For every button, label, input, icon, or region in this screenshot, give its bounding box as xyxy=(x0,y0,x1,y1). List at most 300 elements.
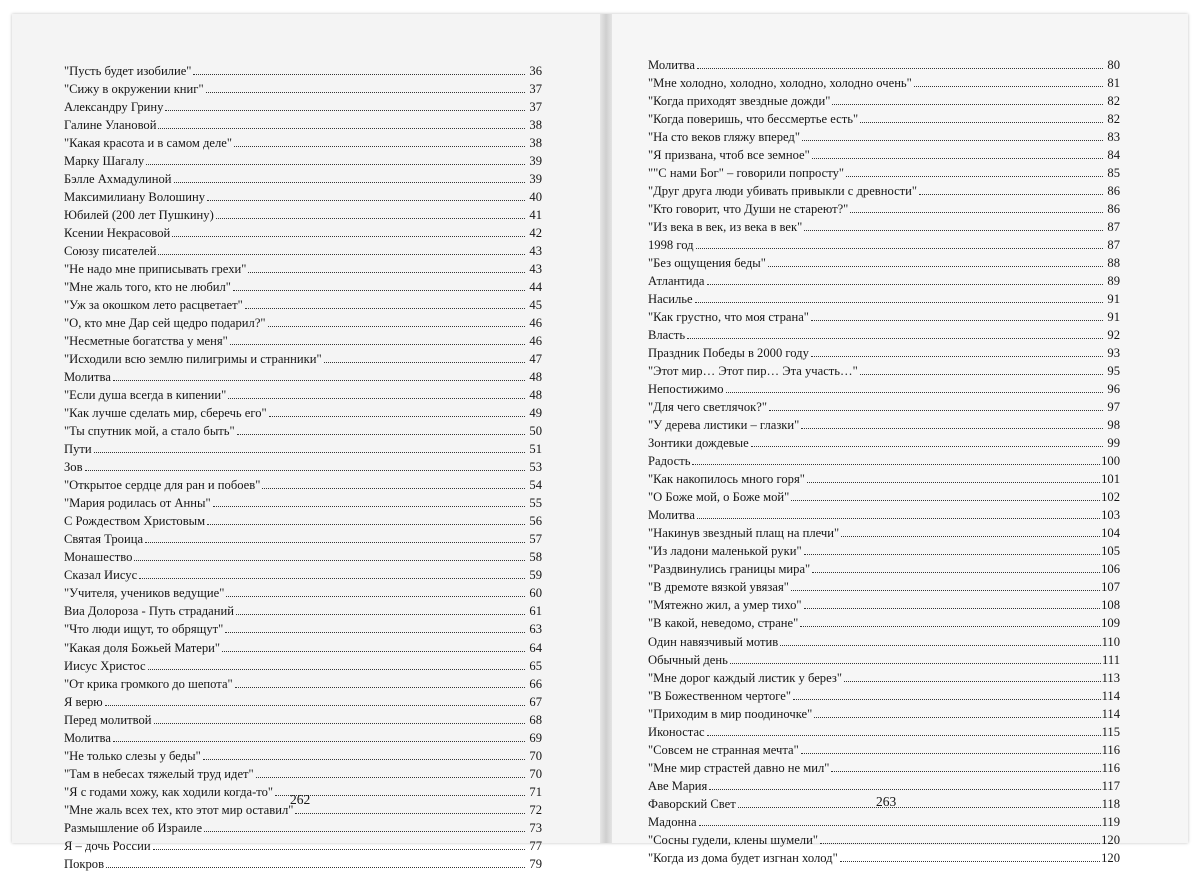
dot-leader xyxy=(207,197,525,201)
toc-entry xyxy=(64,548,542,566)
toc-entry xyxy=(648,651,1120,669)
toc-entry-title: "Какая красота и в самом деле" xyxy=(64,136,233,151)
toc-entry xyxy=(64,206,542,224)
toc-entry xyxy=(64,657,542,675)
toc-entry xyxy=(64,458,542,476)
toc-entry-page-number: 51 xyxy=(529,442,542,457)
toc-entry-title: "Из века в век, из века в век" xyxy=(648,220,803,235)
toc-entry xyxy=(648,633,1120,651)
dot-leader xyxy=(812,569,1100,573)
toc-entry-title: "Какая доля Божьей Матери" xyxy=(64,640,221,655)
toc-entry xyxy=(64,693,542,711)
dot-leader xyxy=(206,89,525,93)
toc-entry-page-number: 68 xyxy=(529,712,542,727)
toc-entry-page-number: 38 xyxy=(529,118,542,133)
toc-entry-page-number: 59 xyxy=(529,568,542,583)
toc-entry-page-number: 81 xyxy=(1107,76,1120,91)
toc-entry-page-number: 104 xyxy=(1101,526,1120,541)
toc-entry-page-number: 93 xyxy=(1107,346,1120,361)
toc-entry-page-number: 66 xyxy=(529,676,542,691)
toc-entry xyxy=(648,560,1120,578)
dot-leader xyxy=(696,245,1103,249)
dot-leader xyxy=(145,539,525,543)
toc-entry xyxy=(64,224,542,242)
toc-entry-page-number: 111 xyxy=(1102,652,1120,667)
dot-leader xyxy=(832,101,1103,105)
toc-entry-title: Перед молитвой xyxy=(64,712,152,727)
toc-entry xyxy=(64,368,542,386)
toc-entry-page-number: 48 xyxy=(529,370,542,385)
toc-entry-title: "О, кто мне Дар сей щедро подарил?" xyxy=(64,316,266,331)
toc-entry xyxy=(64,747,542,765)
toc-entry xyxy=(64,296,542,314)
toc-entry-title: "Для чего светлячок?" xyxy=(648,400,767,415)
toc-entry-title: "Пусть будет изобилие" xyxy=(64,64,192,78)
toc-entry-title: Молитва xyxy=(648,58,695,72)
toc-entry-title: Молитва xyxy=(64,730,111,745)
dot-leader xyxy=(225,629,525,633)
toc-entry-page-number: 116 xyxy=(1101,760,1120,775)
toc-entry-page-number: 86 xyxy=(1107,184,1120,199)
toc-entry xyxy=(64,278,542,296)
dot-leader xyxy=(207,521,525,525)
toc-entry-title: С Рождеством Христовым xyxy=(64,514,206,529)
book-gutter xyxy=(600,14,612,843)
toc-entry xyxy=(648,272,1120,290)
dot-leader xyxy=(165,107,525,111)
dot-leader xyxy=(804,551,1101,555)
toc-entry-page-number: 95 xyxy=(1107,364,1120,379)
toc-entry-page-number: 49 xyxy=(529,406,542,421)
toc-entry-title: Праздник Победы в 2000 году xyxy=(648,346,809,361)
toc-entry xyxy=(648,290,1120,308)
toc-entry-page-number: 114 xyxy=(1101,706,1120,721)
toc-entry-page-number: 39 xyxy=(529,172,542,187)
toc-entry-page-number: 106 xyxy=(1101,562,1120,577)
toc-entry xyxy=(648,687,1120,705)
dot-leader xyxy=(94,449,525,453)
toc-entry-page-number: 47 xyxy=(529,352,542,367)
dot-leader xyxy=(807,479,1100,483)
dot-leader xyxy=(726,389,1103,393)
toc-entry-title: "Я призвана, чтоб все земное" xyxy=(648,148,810,163)
toc-entry-page-number: 37 xyxy=(529,100,542,115)
toc-entry-title: "Как накопилось много горя" xyxy=(648,472,805,487)
dot-leader xyxy=(248,269,525,273)
toc-entry-page-number: 40 xyxy=(529,190,542,205)
toc-entry-title: "Раздвинулись границы мира" xyxy=(648,562,811,577)
toc-entry-title: "Кто говорит, что Души не стареют?" xyxy=(648,202,849,217)
toc-entry xyxy=(648,777,1120,795)
toc-entry xyxy=(648,362,1120,380)
dot-leader xyxy=(139,575,525,579)
dot-leader xyxy=(262,485,525,489)
toc-entry xyxy=(64,711,542,729)
dot-leader xyxy=(695,299,1103,303)
toc-entry xyxy=(648,326,1120,344)
toc-entry-page-number: 43 xyxy=(529,244,542,259)
dot-leader xyxy=(153,846,525,850)
toc-entry-page-number: 99 xyxy=(1107,436,1120,451)
dot-leader xyxy=(85,467,525,471)
dot-leader xyxy=(707,732,1101,736)
toc-entry-page-number: 110 xyxy=(1101,634,1120,649)
toc-entry xyxy=(648,669,1120,687)
toc-entry xyxy=(64,98,542,116)
dot-leader xyxy=(105,702,525,706)
toc-entry-title: Ксении Некрасовой xyxy=(64,226,171,241)
left-table-of-contents xyxy=(64,62,542,873)
toc-entry xyxy=(648,705,1120,723)
toc-entry-title: Молитва xyxy=(648,508,695,523)
toc-entry xyxy=(648,182,1120,200)
dot-leader xyxy=(235,684,525,688)
toc-entry xyxy=(648,164,1120,182)
toc-entry-title: Святая Троица xyxy=(64,532,144,547)
toc-entry-page-number: 100 xyxy=(1101,454,1120,469)
dot-leader xyxy=(860,371,1103,375)
toc-entry-page-number: 117 xyxy=(1101,778,1120,793)
toc-entry xyxy=(64,422,542,440)
toc-entry-title: "На сто веков гляжу вперед" xyxy=(648,130,800,145)
toc-entry-title: Насилье xyxy=(648,292,693,307)
toc-entry-page-number: 85 xyxy=(1107,166,1120,181)
toc-entry-title: Виа Долороза - Путь страданий xyxy=(64,604,234,619)
toc-entry xyxy=(64,729,542,747)
dot-leader xyxy=(113,738,525,742)
toc-entry xyxy=(64,134,542,152)
toc-entry-page-number: 105 xyxy=(1101,544,1120,559)
toc-entry-title: ""С нами Бог" – говорили попросту" xyxy=(648,166,845,181)
toc-entry-page-number: 101 xyxy=(1101,472,1120,487)
toc-entry xyxy=(648,596,1120,614)
dot-leader xyxy=(154,720,526,724)
toc-entry-page-number: 92 xyxy=(1107,328,1120,343)
dot-leader xyxy=(919,191,1103,195)
dot-leader xyxy=(804,227,1103,231)
toc-entry xyxy=(648,434,1120,452)
toc-entry xyxy=(64,639,542,657)
dot-leader xyxy=(841,533,1100,537)
toc-entry-page-number: 77 xyxy=(529,838,542,853)
toc-entry-page-number: 72 xyxy=(529,802,542,817)
toc-entry-title: "Друг друга люди убивать привыкли с древности" xyxy=(648,184,918,199)
toc-entry-title: Фаворский Свет xyxy=(648,796,736,811)
toc-entry-page-number: 43 xyxy=(529,262,542,277)
toc-entry-title: "Я с годами хожу, как ходили когда-то" xyxy=(64,784,274,799)
toc-entry-title: "Без ощущения беды" xyxy=(648,256,766,271)
toc-entry xyxy=(64,386,542,404)
toc-entry-title: Бэлле Ахмадулиной xyxy=(64,172,172,187)
toc-entry-page-number: 96 xyxy=(1107,382,1120,397)
dot-leader xyxy=(158,125,525,129)
toc-entry xyxy=(648,128,1120,146)
dot-leader xyxy=(146,161,525,165)
toc-entry xyxy=(64,512,542,530)
toc-entry-title: "Мне холодно, холодно, холодно, холодно очень" xyxy=(648,76,912,91)
dot-leader xyxy=(769,407,1103,411)
toc-entry-title: "Как лучше сделать мир, сберечь его" xyxy=(64,406,267,421)
dot-leader xyxy=(234,143,525,147)
toc-entry-title: "Учителя, учеников ведущие" xyxy=(64,586,225,601)
toc-entry-title: "Из ладони маленькой руки" xyxy=(648,544,802,559)
dot-leader xyxy=(236,611,525,615)
toc-entry-page-number: 113 xyxy=(1101,670,1120,685)
toc-entry xyxy=(64,602,542,620)
toc-entry-title: "Мне жаль того, кто не любил" xyxy=(64,280,231,295)
toc-entry-title: Юбилей (200 лет Пушкину) xyxy=(64,208,214,223)
toc-entry-page-number: 87 xyxy=(1107,220,1120,235)
dot-leader xyxy=(222,648,525,652)
dot-leader xyxy=(811,353,1103,357)
toc-entry-title: Размышление об Израиле xyxy=(64,820,203,835)
toc-entry-page-number: 83 xyxy=(1107,130,1120,145)
right-page-number: 263 xyxy=(876,794,897,809)
toc-entry-page-number: 45 xyxy=(529,298,542,313)
toc-entry xyxy=(64,80,542,98)
dot-leader xyxy=(324,359,525,363)
toc-entry-title: Аве Мария xyxy=(648,778,708,793)
toc-entry-title: Мадонна xyxy=(648,814,697,829)
toc-entry-title: Обычный день xyxy=(648,652,728,667)
toc-entry xyxy=(648,380,1120,398)
toc-entry-title: "Этот мир… Этот пир… Эта участь…" xyxy=(648,364,858,379)
toc-entry-page-number: 37 xyxy=(529,82,542,97)
toc-entry-title: Покров xyxy=(64,856,105,871)
toc-entry-title: "Как грустно, что моя страна" xyxy=(648,310,809,325)
toc-entry xyxy=(648,92,1120,110)
toc-entry-title: "Мятежно жил, а умер тихо" xyxy=(648,598,802,613)
dot-leader xyxy=(802,137,1103,141)
dot-leader xyxy=(730,660,1101,664)
toc-entry-page-number: 87 xyxy=(1107,238,1120,253)
toc-entry xyxy=(648,831,1120,849)
dot-leader xyxy=(245,305,525,309)
toc-entry xyxy=(648,488,1120,506)
dot-leader xyxy=(738,804,1101,808)
toc-entry-page-number: 73 xyxy=(529,820,542,835)
toc-entry-page-number: 71 xyxy=(529,784,542,799)
toc-entry xyxy=(64,765,542,783)
toc-entry-page-number: 58 xyxy=(529,550,542,565)
dot-leader xyxy=(692,461,1100,465)
toc-entry-page-number: 109 xyxy=(1101,616,1120,631)
toc-entry-title: "Мне дорог каждый листик у берез" xyxy=(648,670,842,685)
dot-leader xyxy=(106,864,525,868)
toc-entry-title: "Если душа всегда в кипении" xyxy=(64,388,227,403)
toc-entry-title: Молитва xyxy=(64,370,111,385)
toc-entry xyxy=(64,188,542,206)
toc-entry-page-number: 97 xyxy=(1107,400,1120,415)
toc-entry-title: "Мне жаль всех тех, кто этот мир оставил" xyxy=(64,802,294,817)
right-table-of-contents xyxy=(648,56,1120,867)
dot-leader xyxy=(158,251,525,255)
dot-leader xyxy=(237,431,525,435)
dot-leader xyxy=(233,287,525,291)
toc-entry xyxy=(648,308,1120,326)
toc-entry xyxy=(64,476,542,494)
toc-entry xyxy=(648,759,1120,777)
toc-entry-page-number: 80 xyxy=(1107,58,1120,72)
toc-entry xyxy=(64,837,542,855)
dot-leader xyxy=(699,822,1101,826)
dot-leader xyxy=(203,756,525,760)
toc-entry-page-number: 46 xyxy=(529,334,542,349)
toc-entry xyxy=(64,170,542,188)
dot-leader xyxy=(812,155,1103,159)
toc-entry-page-number: 36 xyxy=(529,64,542,78)
toc-entry-page-number: 91 xyxy=(1107,292,1120,307)
dot-leader xyxy=(213,503,525,507)
dot-leader xyxy=(840,858,1100,862)
toc-entry-title: "В дремоте вязкой увязая" xyxy=(648,580,789,595)
toc-entry-title: "Уж за окошком лето расцветает" xyxy=(64,298,243,313)
toc-entry-page-number: 79 xyxy=(529,856,542,871)
toc-entry xyxy=(648,74,1120,92)
toc-entry-page-number: 69 xyxy=(529,730,542,745)
toc-entry-title: "Исходили всю землю пилигримы и странники" xyxy=(64,352,322,367)
toc-entry-title: Галине Улановой xyxy=(64,118,157,133)
dot-leader xyxy=(811,317,1103,321)
dot-leader xyxy=(230,341,525,345)
toc-entry-page-number: 91 xyxy=(1107,310,1120,325)
toc-entry-title: Монашество xyxy=(64,550,133,565)
toc-entry xyxy=(648,398,1120,416)
dot-leader xyxy=(800,623,1100,627)
toc-entry-page-number: 89 xyxy=(1107,274,1120,289)
toc-entry xyxy=(64,494,542,512)
dot-leader xyxy=(791,587,1100,591)
dot-leader xyxy=(831,768,1100,772)
dot-leader xyxy=(204,828,525,832)
dot-leader xyxy=(709,786,1100,790)
toc-entry-page-number: 86 xyxy=(1107,202,1120,217)
toc-entry-title: "Мария родилась от Анны" xyxy=(64,496,211,511)
dot-leader xyxy=(193,71,525,75)
dot-leader xyxy=(860,119,1103,123)
toc-entry-title: Максимилиану Волошину xyxy=(64,190,206,205)
toc-entry xyxy=(64,819,542,837)
dot-leader xyxy=(174,179,525,183)
toc-entry xyxy=(648,56,1120,74)
toc-entry-page-number: 114 xyxy=(1101,688,1120,703)
dot-leader xyxy=(793,696,1101,700)
toc-entry-page-number: 63 xyxy=(529,622,542,637)
dot-leader xyxy=(216,215,525,219)
toc-entry-page-number: 119 xyxy=(1101,814,1120,829)
toc-entry xyxy=(648,254,1120,272)
toc-entry-page-number: 61 xyxy=(529,604,542,619)
toc-entry-page-number: 118 xyxy=(1101,796,1120,811)
dot-leader xyxy=(844,678,1101,682)
dot-leader xyxy=(850,209,1103,213)
toc-entry xyxy=(648,200,1120,218)
toc-entry-title: Александру Грину xyxy=(64,100,164,115)
toc-entry-title: "Когда поверишь, что бессмертье есть" xyxy=(648,112,859,127)
dot-leader xyxy=(804,605,1101,609)
toc-entry-title: "В Божественном чертоге" xyxy=(648,688,791,703)
dot-leader xyxy=(780,642,1100,646)
dot-leader xyxy=(697,515,1100,519)
toc-entry-page-number: 38 xyxy=(529,136,542,151)
toc-entry xyxy=(648,506,1120,524)
toc-entry xyxy=(648,813,1120,831)
toc-entry-title: "Когда приходят звездные дожди" xyxy=(648,94,831,109)
toc-entry xyxy=(64,620,542,638)
toc-entry-title: Один навязчивый мотив xyxy=(648,634,779,649)
toc-entry xyxy=(64,314,542,332)
dot-leader xyxy=(914,83,1103,87)
toc-entry xyxy=(648,146,1120,164)
toc-entry-title: "Что люди ищут, то обрящут" xyxy=(64,622,224,637)
toc-entry-title: Зов xyxy=(64,460,83,475)
toc-entry-title: Непостижимо xyxy=(648,382,724,397)
toc-entry-title: "Несметные богатства у меня" xyxy=(64,334,228,349)
toc-entry-title: "Сосны гудели, клены шумели" xyxy=(648,832,818,847)
toc-entry-page-number: 53 xyxy=(529,460,542,475)
toc-entry xyxy=(64,855,542,873)
toc-entry xyxy=(64,530,542,548)
toc-entry xyxy=(64,260,542,278)
toc-entry-page-number: 56 xyxy=(529,514,542,529)
toc-entry-title: "Не только слезы у беды" xyxy=(64,748,201,763)
dot-leader xyxy=(751,443,1103,447)
toc-entry-title: Я – дочь России xyxy=(64,838,151,853)
dot-leader xyxy=(268,323,525,327)
toc-entry xyxy=(64,566,542,584)
dot-leader xyxy=(687,335,1103,339)
toc-entry-page-number: 60 xyxy=(529,586,542,601)
toc-entry xyxy=(648,524,1120,542)
toc-entry-title: Зонтики дождевые xyxy=(648,436,749,451)
toc-entry-page-number: 107 xyxy=(1101,580,1120,595)
toc-entry-page-number: 116 xyxy=(1101,742,1120,757)
toc-entry xyxy=(64,152,542,170)
dot-leader xyxy=(846,173,1103,177)
toc-entry-title: Марку Шагалу xyxy=(64,154,145,169)
toc-entry-page-number: 50 xyxy=(529,424,542,439)
toc-entry-title: Союзу писателей xyxy=(64,244,157,259)
dot-leader xyxy=(228,395,525,399)
toc-entry xyxy=(64,350,542,368)
dot-leader xyxy=(172,233,525,237)
toc-entry-title: "Там в небесах тяжелый труд идет" xyxy=(64,766,254,781)
toc-entry xyxy=(648,470,1120,488)
toc-entry-page-number: 82 xyxy=(1107,94,1120,109)
toc-entry xyxy=(64,332,542,350)
toc-entry-page-number: 70 xyxy=(529,748,542,763)
toc-entry-page-number: 39 xyxy=(529,154,542,169)
dot-leader xyxy=(148,666,525,670)
toc-entry xyxy=(648,416,1120,434)
toc-entry xyxy=(648,578,1120,596)
toc-entry-page-number: 115 xyxy=(1101,724,1120,739)
toc-entry-title: "Ты спутник мой, а стало быть" xyxy=(64,424,235,439)
toc-entry-page-number: 46 xyxy=(529,316,542,331)
toc-entry-page-number: 44 xyxy=(529,280,542,295)
dot-leader xyxy=(820,840,1100,844)
dot-leader xyxy=(814,714,1100,718)
toc-entry xyxy=(64,242,542,260)
toc-entry xyxy=(64,62,542,80)
dot-leader xyxy=(791,497,1100,501)
dot-leader xyxy=(226,593,525,597)
toc-entry-page-number: 82 xyxy=(1107,112,1120,127)
toc-entry-page-number: 67 xyxy=(529,694,542,709)
toc-entry-page-number: 84 xyxy=(1107,148,1120,163)
dot-leader xyxy=(801,425,1103,429)
toc-entry-title: "Сижу в окружении книг" xyxy=(64,82,204,97)
